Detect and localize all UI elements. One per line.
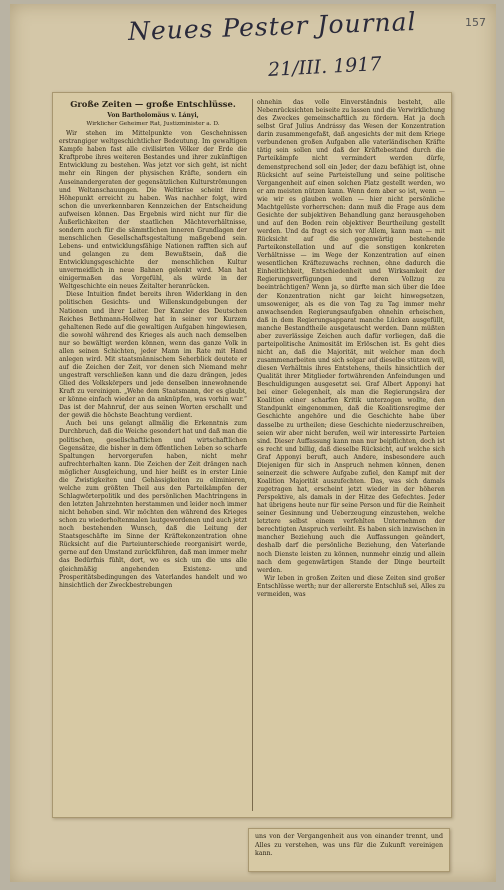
article-headline: Große Zeiten — große Entschlüsse. [70, 99, 236, 109]
handwritten-newspaper-title: Neues Pester Journal [127, 6, 417, 47]
article-continuation-strip: uns von der Vergangenheit aus von einander trennt, und Alles zu verstehen, was uns für die Zukunft vereinigen kann. [248, 828, 450, 872]
article-byline: Von Bartholomäus v. Lányi, [107, 112, 199, 119]
newspaper-clipping [52, 92, 452, 818]
article-left-column [59, 99, 247, 811]
handwritten-date: 21/III. 1917 [267, 53, 383, 81]
paragraph: Wir leben in großen Zeiten und diese Zeiten sind großer Entschlüsse werth; nur der allererste Entschluß sei, Alles zu vermeiden, was [257, 574, 445, 598]
paragraph: Auch bei uns gelangt allmälig die Erkenntnis zum Durchbruch, daß die Weiche gesondert hat und daß man die politischen, gesellschaftlichen und wirtschaftlichen Gegensätze, die bisher in dem öffentlichen Leben so scharfe Spaltungen hervorgerufen haben, nicht mehr aufrechterhalten kann. Die Zeichen der Zeit drängen nach möglicher Ausgleichung, und hier heißt es in erster Linie die Zwistigkeiten und Gehässigkeiten zu eliminieren, welche zum größten Theil aus den Parteikämpfen der Schlagwörterpolitik und des persönlichen Machtringens in den letzten Jahrzehnten herstammen und leider noch immer nicht behoben sind. Wir möchten den während des Krieges schon zu wiederholtenmalen lautgewordenen und auch jetzt noch bestehenden Wunsch, daß die Leitung der Staatsgeschäfte im Sinne der Kräftekonzentration ohne Rücksicht auf die Parteiunterschiede reorganisirt werde, gerne auf den Umstand zurückführen, daß man immer mehr das Bedürfnis fühlt, dort, wo es sich um die uns alle gleichmäßig angehenden Existenz- und Prosperitätsbedingungen des Vaterlandes handelt und wo hinsichtlich der Zweckbestrebungen [59, 420, 247, 589]
article-right-column [257, 99, 445, 811]
archive-page-number: 157 [465, 16, 486, 29]
article-byline-role: Wirklicher Geheimer Rat, Justizminister a. D. [86, 121, 220, 128]
column-divider [252, 99, 253, 811]
paragraph: Wir stehen im Mittelpunkte von Geschehnissen erstrangiger weltgeschichtlicher Bedeutung. Im gewaltigen Kampfe haben fast alle civilisirten Völker der Erde die Kraftprobe ihres weiteren Bestandes und ihrer zukünftigen Entwicklung zu bestehen. Was jetzt vor sich geht, ist nicht mehr ein Ringen der physischen Kräfte, sondern ein Auseinandergeraten der gegensätzlichen Kulturströmungen und Weltanschauungen. Die Weltkrise scheint ihren Höhepunkt erreicht zu haben. Was nachher folgt, wird schon die unverkennbaren Kennzeichen der Entscheidung aufweisen können. Das Ergebnis wird nicht nur für die Äußerlichkeiten der staatlichen Mächteverhältnisse, sondern auch für die sämmtlichen inneren Grundlagen der menschlichen Gesellschaftsgestaltung maßgebend sein. Lebens- und entwicklungsfähige Nationen rafften sich auf und gelangen zu dem Bewußtsein, daß die Entwicklungsgeschichte der menschlichen Kultur unvermeidlich in neue Bahnen gelenkt wird. Man hat einigermaßen das Vorgefühl, als würde in der Weltgeschichte ein neues Zeitalter heranrücken. [59, 130, 247, 291]
paragraph: Diese Intuition findet bereits ihren Widerklang in den politischen Gesichts- und Willenskundgebungen der Nationen und ihrer Leiter. Der Kanzler des Deutschen Reiches Bethmann-Hollweg hat in seiner vor Kurzem gehaltenen Rede auf die gewaltigen Aufgaben hingewiesen, die sowohl während des Krieges als auch nach demselben nur so bewältigt werden können, wenn das ganze Volk in allen seinen Schichten, jeder Mann im Rate mit Hand anlegen wird. Mit staatsmännischem Seherblick deutete er auf die Zeichen der Zeit, vor denen sich Niemand mehr ungestraft verschließen kann und die dazu drängen, jedes Glied des Volkskörpers und jede denselben innewohnende Kraft zu vereinigen. „Wehe dem Staatsmann, der es glaubt, er könne einfach wieder an da anknüpfen, was vorhin war.“ Das ist der Mahnruf, der aus seinen Worten erschallt und der gewiß die höchste Beachtung verdient. [59, 291, 247, 420]
paragraph: ohnehin das volle Einverständnis besteht, alle Nebenrücksichten beiseite zu lassen und die Verwirklichung des Zweckes gemeinschaftlich zu fördern. Hat ja doch selbst Graf Julius Andrássy das Wesen der Konzentration darin zusammengefaßt, daß angesichts der mit dem Kriege verbundenen großen Aufgaben alle vaterländischen Kräfte tätig sein sollen und daß der Kräftebestand durch die Parteikämpfe nicht vermindert werden dürfe, demenstprechend soll ein Jeder, der dazu befähigt ist, ohne Rücksicht auf seine Parteistellung und seine politische Vergangenheit auf einen solchen Platz gestellt werden, wo er am meisten nützen kann. Wenn dem aber so ist, wenn — wie wir es glauben wollen — hier nicht persönliche Machtgelüste vorherrschen: dann muß die Frage aus dem Gesichte der subjektiven Behandlung ganz herausgehoben und auf den Boden rein objektiver Beurtheilung gestellt werden. Und da fragt es sich vor Allem, kann man — mit Rücksicht auf die gegenwärtig bestehende Parteikonstellation und auf die sonstigen konkreten Verhältnisse — im Wege der Konzentration auf einen wesentlichen Kräftezuwachs rechnen, ohne dadurch die Einheitlichkeit, Entschiedenheit und Wirksamkeit der Regierungsverfügungen und deren Vollzug zu beeinträchtigen? Wenn ja, so dürfte man sich über die Idee der Konzentration nicht gar leicht hinwegsetzen, umsoweniger, als es die von Tag zu Tag immer mehr anwachsenden Regierungsaufgaben ohnehin erheischen, daß in dem Regierungsapparat manche Lücken ausgefüllt, manche Bestandtheile ausgetauscht werden. Dann müßten aber zuverlässige Zeichen auch dafür vorliegen, daß die parteipolitische Animosität im Erlöschen ist. Es geht dies nicht an, daß die Majorität, mit welcher man doch zusammenarbeiten und sich solgar auf dieselbe stützen will, diesen Verhältnis ihres Entstehens, theils hinsichtlich der Qualität ihrer Mitglieder fortwährenden Anfeindungen und Beschuldigungen ausgesetzt sei. Graf Albert Apponyi hat bei einer Gelegenheit, als man die Regierungsära der Koalition einer scharfen Kritik unterzogen wollte, den Standpunkt eingenommen, daß die Koalitionsregime der Geschichte angehöre und die Geschichte habe über dasselbe zu urtheilen; diese Geschichte niederzuschreiben, seien wir aber nicht berufen, weil wir interessirte Parteien sind. Dieser Auffassung kann man nur beipflichten, doch ist es recht und billig, daß dieselbe Rücksicht, auf welche sich Graf Apponyi beruft, auch Andere, insbesondere auch Diejenigen für sich in Anspruch nehmen können, denen seinerzeit die schwere Aufgabe zufiel, den Kampf mit der Koalition Majorität auszufechten. Das, was sich damals zugetragen hat, erscheint jetzt wieder in der höheren Perspektive, als damals in der Hitze des Gefechtes. Jeder hat übrigens heute nur für seine Person und für die Reinheit seiner Gesinnung und Ueberzeugung einzustehen, welche letztere selbst einem verfehlten Unternehmen der berechtigten Anspruch verleiht. Es haben sich inzwischen in mancher Beziehung auch die Auffassungen geändert, deshalb darf die persönliche Beziehung, den Vaterlande noch Dienste leisten zu können, nunmehr einzig und allein nach dem gegenwärtigen Stande der Dinge beurteilt werden. [257, 99, 445, 574]
